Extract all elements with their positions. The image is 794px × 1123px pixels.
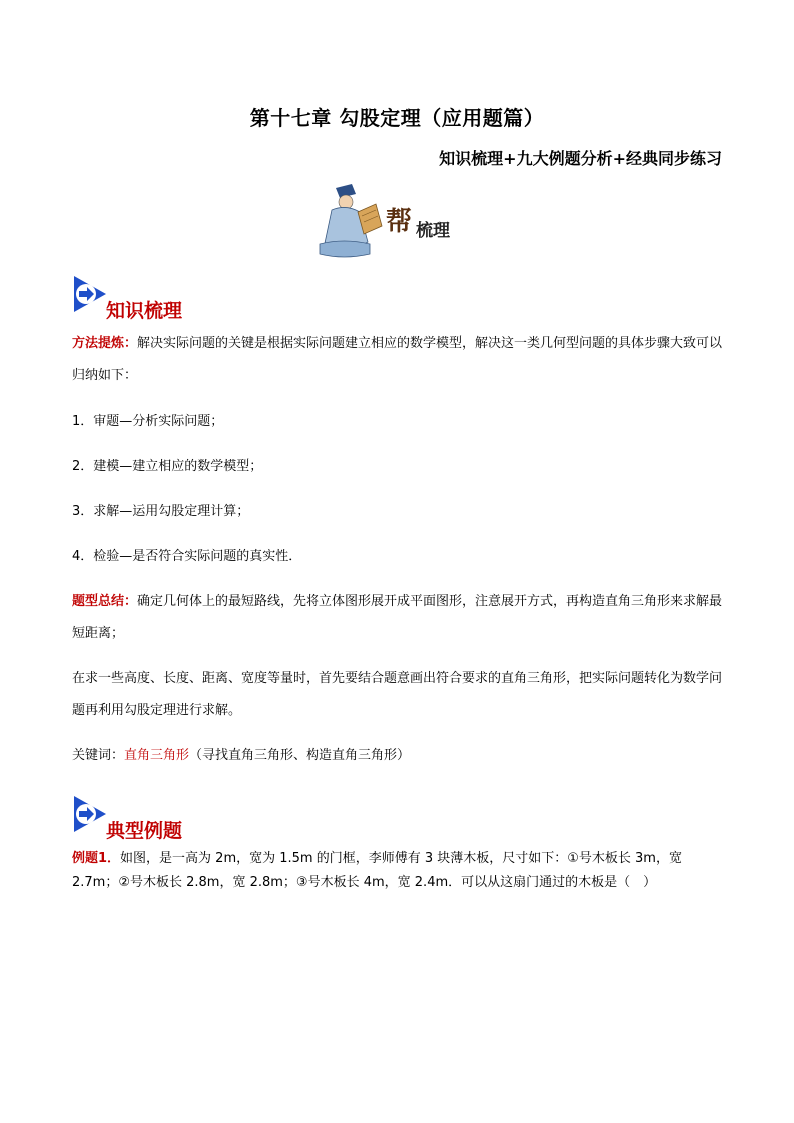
section-examples-heading <box>70 792 370 842</box>
section-title: 知识梳理 <box>106 300 183 322</box>
scholar-illustration <box>318 182 468 260</box>
step-item: 1．审题—分析实际问题； <box>72 414 224 429</box>
section-title: 典型例题 <box>106 820 183 842</box>
step-item: 2．建模—建立相应的数学模型； <box>72 459 263 474</box>
method-tag: 方法提炼： <box>72 336 138 351</box>
summary-tag: 题型总结： <box>72 594 138 609</box>
example-text: 如图，是一高为 2m，宽为 1.5m 的门框，李师傅有 3 块薄木板，尺寸如下：①号木板长 3m，宽 2.7m；②号木板长 2.8m，宽 2.8m；③号木板长 4m，宽 2.4m．可以从这扇门通过的木板是（ ） <box>72 851 682 890</box>
arrow-badge-icon <box>70 272 110 316</box>
step-item: 3．求解—运用勾股定理计算； <box>72 504 250 519</box>
page-subtitle: 知识梳理+九大例题分析+经典同步练习 <box>439 149 722 168</box>
banner-char-sub: 梳理 <box>416 221 450 241</box>
keyword-value: 直角三角形 <box>124 748 190 763</box>
summary-paragraph <box>72 586 724 650</box>
keyword-note: （寻找直角三角形、构造直角三角形） <box>189 748 411 763</box>
arrow-badge-icon <box>70 792 110 836</box>
section-knowledge-heading <box>70 272 370 322</box>
step-item: 4．检验—是否符合实际问题的真实性． <box>72 549 302 564</box>
height-paragraph: 在求一些高度、长度、距离、宽度等量时，首先要结合题意画出符合要求的直角三角形，把实际问题转化为数学问题再利用勾股定理进行求解。 <box>72 671 723 718</box>
banner-char-main: 帮 <box>386 207 413 237</box>
example-1 <box>72 847 724 895</box>
keyword-line <box>72 740 724 772</box>
example-tag: 例题1． <box>72 851 121 866</box>
keyword-label: 关键词： <box>72 748 125 763</box>
method-paragraph <box>72 328 724 392</box>
page-title: 第十七章 勾股定理（应用题篇） <box>249 106 545 130</box>
summary-text: 确定几何体上的最短路线，先将立体图形展开成平面图形，注意展开方式，再构造直角三角形来求解最短距离； <box>72 594 723 641</box>
method-text: 解决实际问题的关键是根据实际问题建立相应的数学模型，解决这一类几何型问题的具体步骤大致可以归纳如下： <box>72 336 723 383</box>
